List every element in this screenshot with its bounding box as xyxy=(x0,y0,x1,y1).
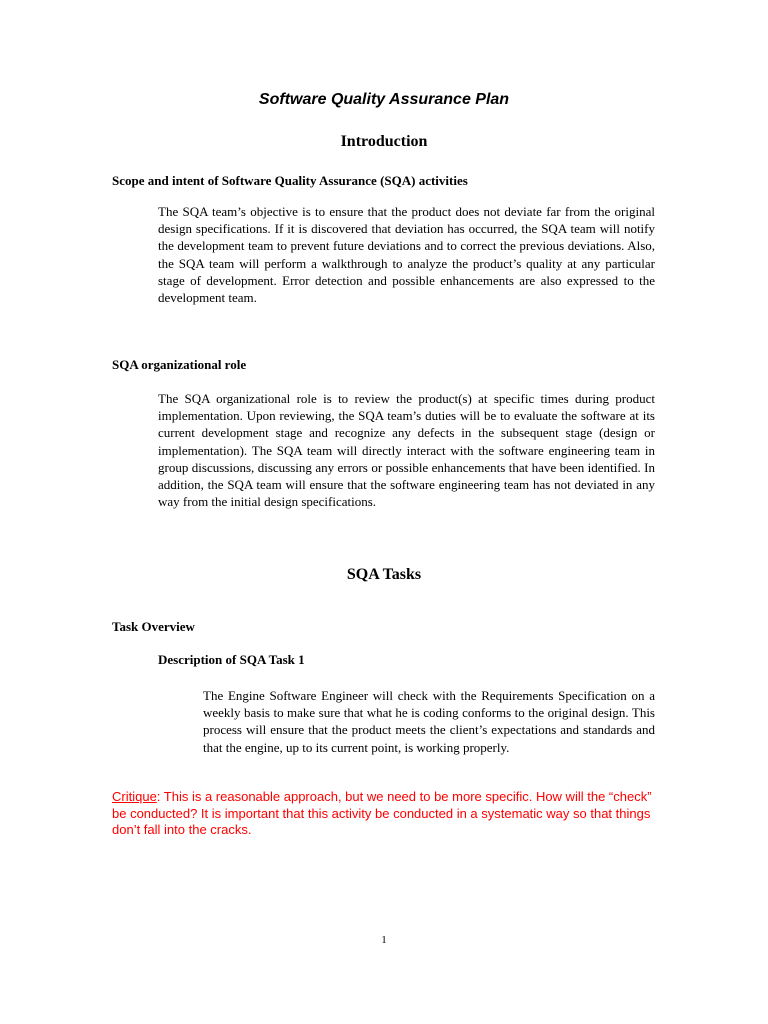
scope-heading: Scope and intent of Software Quality Assurance (SQA) activities xyxy=(112,173,468,188)
org-role-paragraph: The SQA organizational role is to review the product(s) at specific times during product implementation. Upon reviewing, the SQA team’s duties will be to evaluate the software at its current development stage and recognize any defects in the subsequent stage (design or implementation). The SQA team will directly interact with the software engineering team in group discussions, discussing any errors or possible enhancements that have been identified. In addition, the SQA team will ensure that the software engineering team has not deviated in any way from the initial design specifications. xyxy=(158,391,655,510)
task1-paragraph: The Engine Software Engineer will check with the Requirements Specification on a weekly basis to make sure that what he is coding conforms to the original design. This process will ensure that the product meets the client’s expectations and standards and that the engine, up to its current point, is working properly. xyxy=(203,688,655,755)
critique-label: Critique xyxy=(112,789,157,804)
sqa-tasks-heading: SQA Tasks xyxy=(346,566,422,583)
page-number: 1 xyxy=(381,934,387,946)
critique-text: : This is a reasonable approach, but we need to be more specific. How will the “check” be conducted? It is important that this activity be conducted in a systematic way so that things don’t fall into the cracks. xyxy=(112,789,652,837)
scope-paragraph: The SQA team’s objective is to ensure that the product does not deviate far from the original design specifications. If it is discovered that deviation has occurred, the SQA team will notify the development team to prevent future deviations and to correct the previous deviations. Also, the SQA team will perform a walkthrough to analyze the product’s quality at any particular stage of development. Error detection and possible enhancements are also expressed to the development team. xyxy=(158,204,655,306)
org-role-heading: SQA organizational role xyxy=(112,357,247,372)
introduction-heading: Introduction xyxy=(340,133,428,150)
task1-heading: Description of SQA Task 1 xyxy=(158,652,305,667)
critique-note xyxy=(112,789,652,839)
task-overview-heading: Task Overview xyxy=(112,619,195,634)
document-title: Software Quality Assurance Plan xyxy=(258,91,510,108)
